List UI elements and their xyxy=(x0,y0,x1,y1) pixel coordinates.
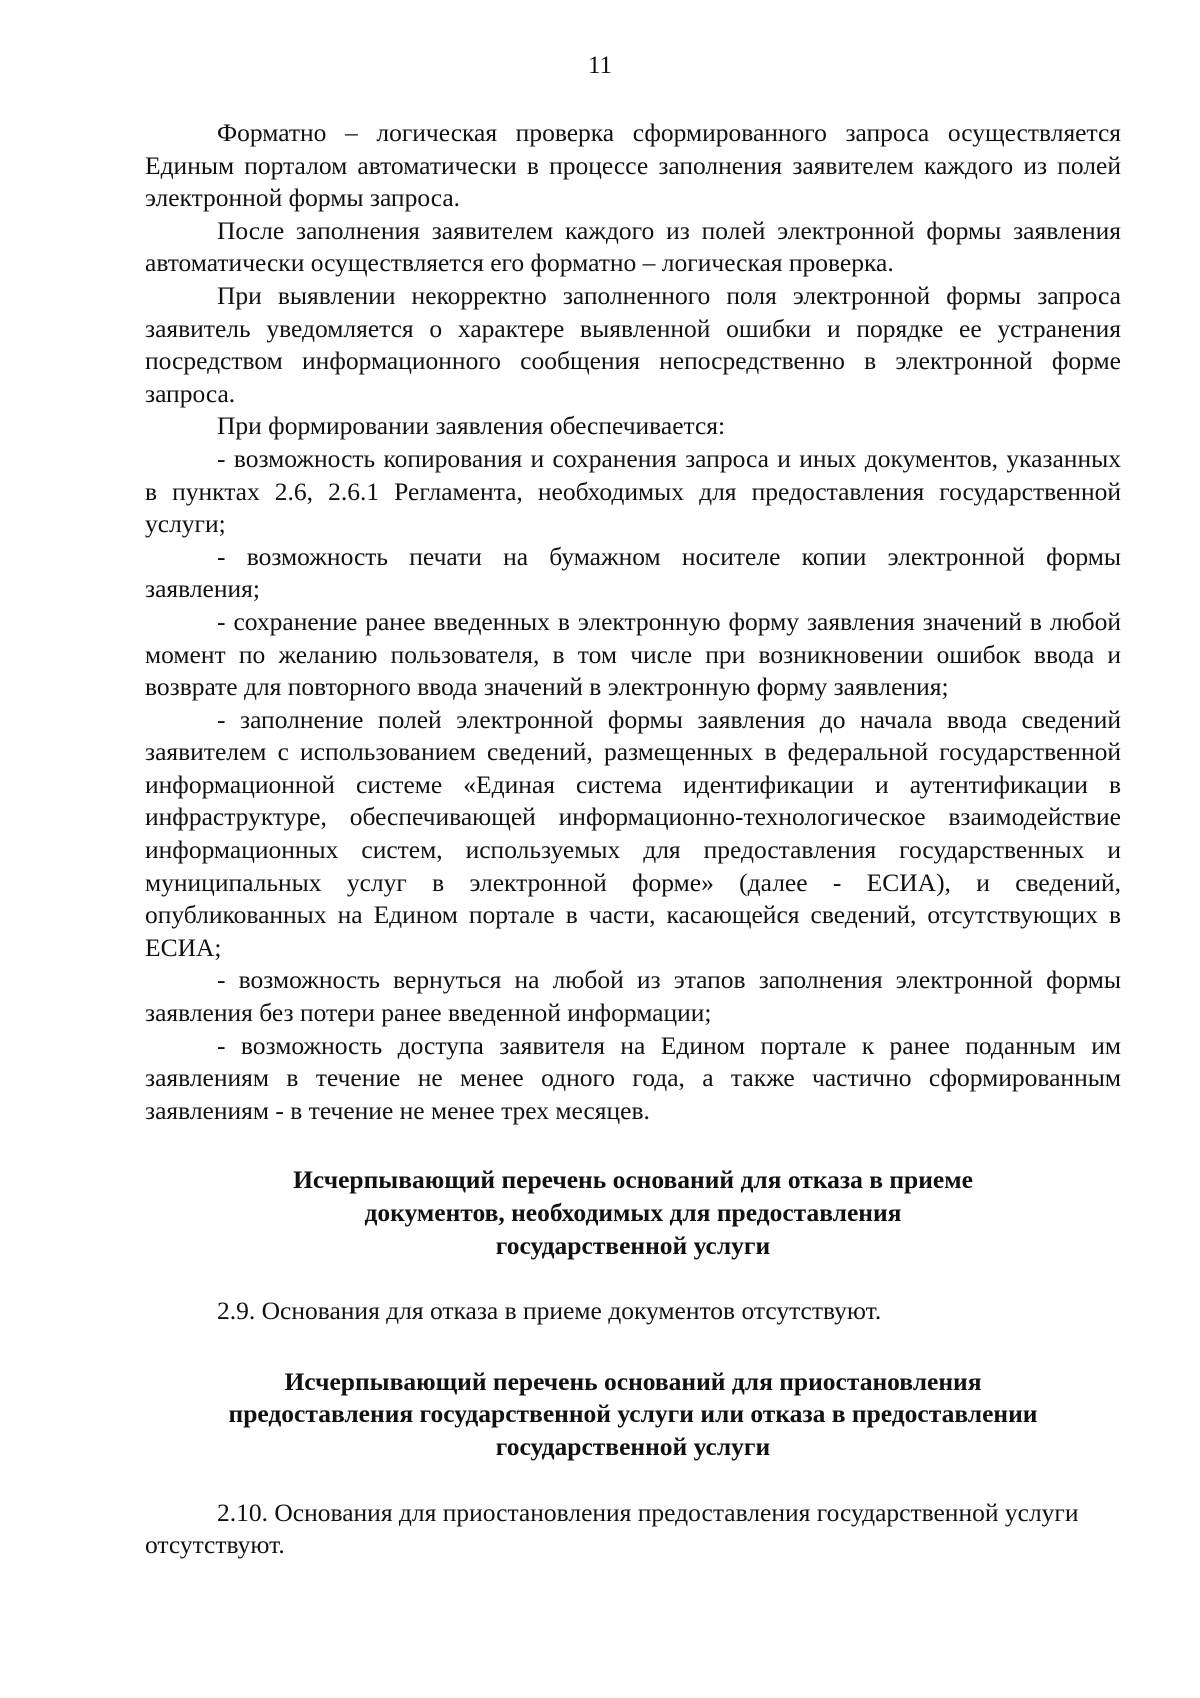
paragraph-2-9: 2.9. Основания для отказа в приеме документов отсутствуют. xyxy=(217,1296,882,1326)
paragraph-format-check: Форматно – логическая проверка сформированного запроса осуществляется Единым порталом автоматически в процессе заполнения заявителем каждого из полей электронной формы запроса. xyxy=(145,118,1121,213)
heading-line: Исчерпывающий перечень оснований для приостановления xyxy=(284,1366,982,1396)
paragraph-2-10: 2.10. Основания для приостановления предоставления государственной услуги отсутствуют. xyxy=(145,1497,1079,1560)
heading-line: предоставления государственной услуги или отказа в предоставлении xyxy=(228,1399,1038,1429)
document-body xyxy=(145,117,1121,1562)
paragraph-form-provides: При формировании заявления обеспечивается: xyxy=(217,411,726,441)
paragraph-after-filling: После заполнения заявителем каждого из полей электронной формы заявления автоматически осуществляется его форматно – логическая проверка. xyxy=(145,215,1121,278)
section-heading-suspension xyxy=(145,1366,1121,1464)
heading-line: документов, необходимых для предоставления xyxy=(364,1198,902,1227)
page-number: 11 xyxy=(587,52,613,79)
list-item-print: - возможность печати на бумажном носителе копии электронной формы заявления; xyxy=(145,541,1121,604)
list-item-copy-save: - возможность копирования и сохранения запроса и иных документов, указанных в пунктах 2.6, 2.6.1 Регламента, необходимых для предоставления государственной услуги; xyxy=(145,443,1121,539)
list-item-access-history: - возможность доступа заявителя на Едином портале к ранее поданным им заявлениям в течение не менее одного года, а также частично сформированным заявлениям - в течение не менее трех месяцев. xyxy=(145,1030,1121,1125)
list-item-return-step: - возможность вернуться на любой из этапов заполнения электронной формы заявления без потери ранее введенной информации; xyxy=(145,965,1121,1028)
list-item-esia-fill: - заполнение полей электронной формы заявления до начала ввода сведений заявителем с использованием сведений, размещенных в федеральной государственной информационной системе «Единая система идентификации и аутентификации в инфраструктуре, обеспечивающей информационно-технологическое взаимодействие информационных систем, используемых для предоставления государственных и муниципальных услуг в электронной форме» (далее - ЕСИА), и сведений, опубликованных на Едином портале в части, касающейся сведений, отсутствующих в ЕСИА; xyxy=(145,704,1121,962)
heading-line: государственной услуги xyxy=(495,1431,771,1461)
list-item-save-values: - сохранение ранее введенных в электронную форму заявления значений в любой момент по желанию пользователя, в том числе при возникновении ошибок ввода и возврате для повторного ввода значений в электронную форму заявления; xyxy=(145,606,1121,702)
heading-line: государственной услуги xyxy=(495,1230,771,1260)
section-heading-refusal-documents xyxy=(145,1164,1121,1262)
heading-line: Исчерпывающий перечень оснований для отказа в приеме xyxy=(293,1165,973,1195)
paragraph-error-detection: При выявлении некорректно заполненного поля электронной формы запроса заявитель уведомляется о характере выявленной ошибки и порядке ее устранения посредством информационного сообщения непосредственно в электронной форме запроса. xyxy=(145,280,1121,408)
